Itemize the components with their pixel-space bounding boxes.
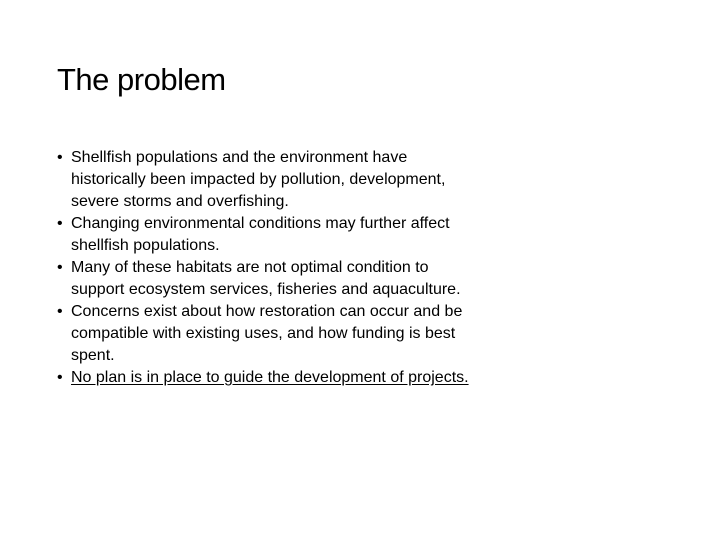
slide-title: The problem [57,62,226,97]
bullet-item [57,147,477,213]
bullet-icon: • [57,149,63,166]
bullet-list [57,147,477,389]
bullet-text: Concerns exist about how restoration can occur and be compatible with existing uses, and how funding is best spent. [71,303,463,364]
bullet-icon: • [57,215,63,232]
bullet-item [57,301,477,367]
bullet-text: Changing environmental conditions may further affect shellfish populations. [71,215,450,254]
bullet-icon: • [57,369,63,386]
bullet-icon: • [57,259,63,276]
bullet-text: No plan is in place to guide the development of projects. [71,369,469,386]
bullet-item [57,213,477,257]
bullet-item-underlined [57,367,477,389]
bullet-icon: • [57,303,63,320]
bullet-text: Many of these habitats are not optimal condition to support ecosystem services, fisheries and aquaculture. [71,259,461,298]
bullet-text: Shellfish populations and the environment have historically been impacted by pollution, development, severe storms and overfishing. [71,149,446,210]
bullet-item [57,257,477,301]
